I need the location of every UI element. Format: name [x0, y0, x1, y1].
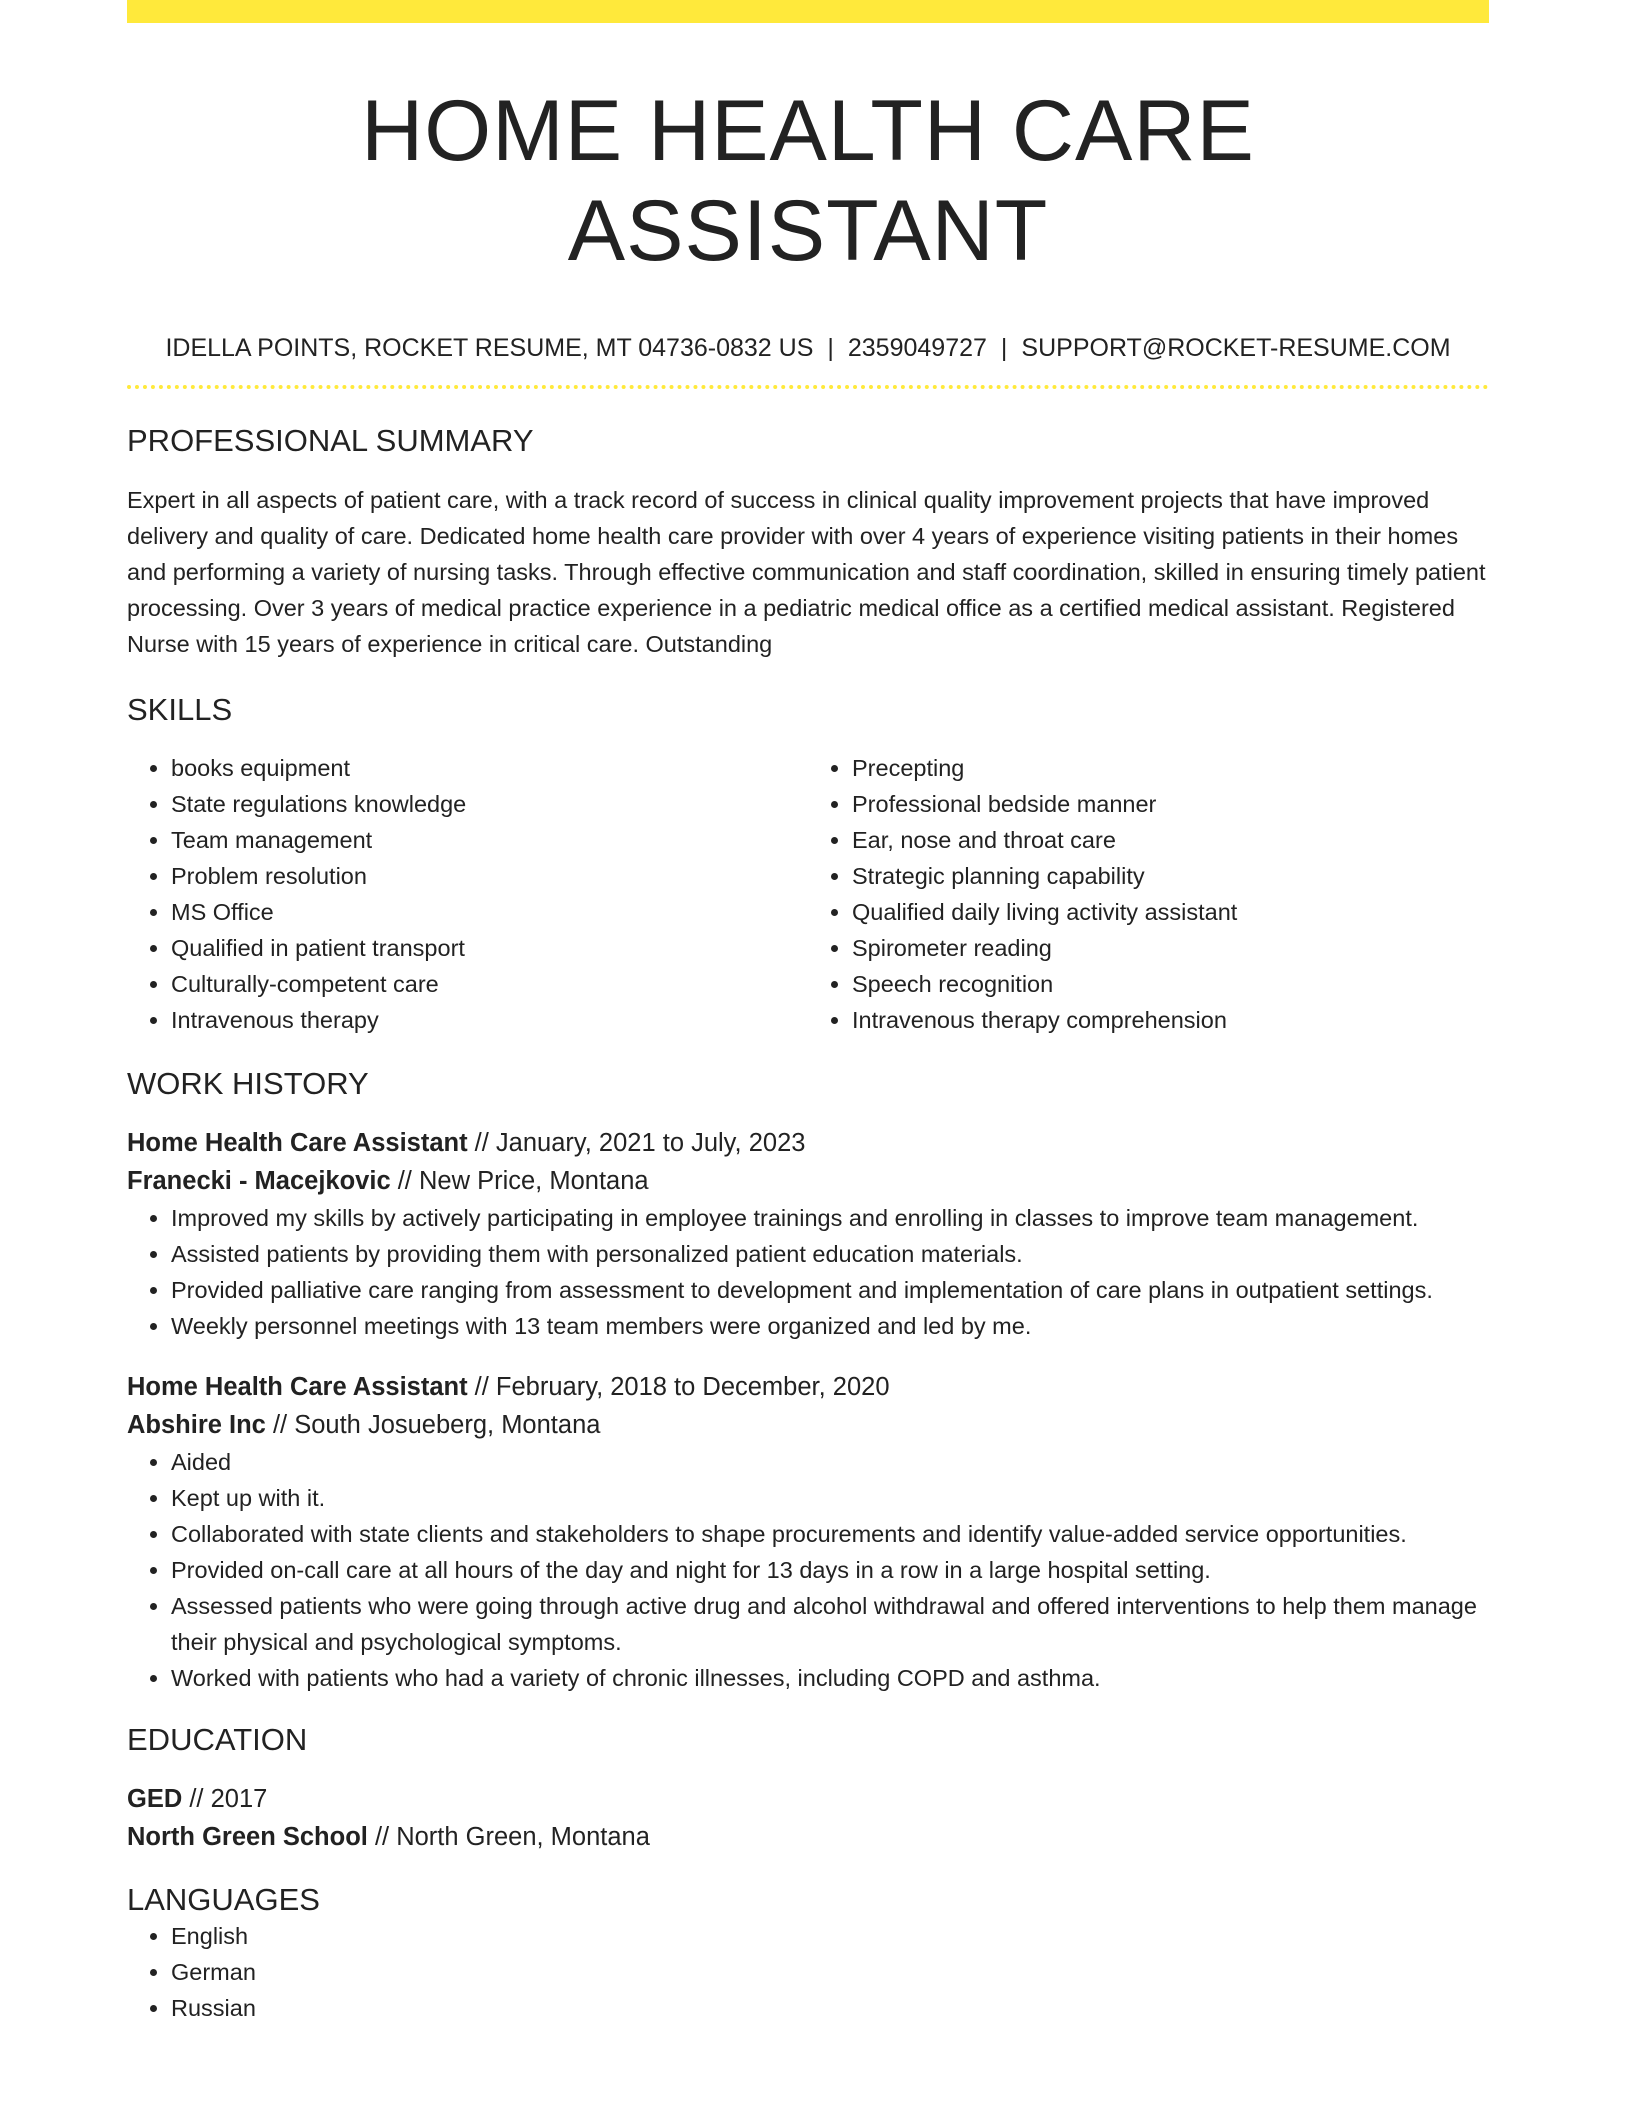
skill-item: • Team management: [171, 822, 808, 858]
education-delimiter: //: [367, 1823, 397, 1851]
job-company-line: [127, 1406, 1489, 1444]
contact-address: IDELLA POINTS, ROCKET RESUME, MT 04736-0832 US: [165, 334, 814, 362]
job-role: Home Health Care Assistant: [127, 1129, 468, 1157]
job-bullet: • Collaborated with state clients and stakeholders to shape procurements and identify value-added service opportunities.: [171, 1516, 1489, 1552]
skill-item: • Professional bedside manner: [852, 786, 1489, 822]
education-school: North Green School: [127, 1823, 368, 1851]
job-bullet: • Improved my skills by actively participating in employee trainings and enrolling in classes to improve team management.: [171, 1200, 1489, 1236]
job-bullet: • Provided palliative care ranging from assessment to development and implementation of care plans in outpatient settings.: [171, 1272, 1489, 1308]
skills-columns: [127, 750, 1489, 1038]
dotted-divider: [127, 385, 1489, 389]
education-school-line: [127, 1818, 1489, 1856]
skill-item: • Qualified daily living activity assistant: [852, 894, 1489, 930]
job-location: New Price, Montana: [418, 1167, 649, 1195]
skills-left-list: [127, 750, 808, 1038]
skill-item: • Qualified in patient transport: [171, 930, 808, 966]
skill-item: • Strategic planning capability: [852, 858, 1489, 894]
work-history-heading: WORK HISTORY: [127, 1066, 369, 1101]
education-degree: GED: [127, 1785, 183, 1813]
skill-item: • Speech recognition: [852, 966, 1489, 1002]
job-delimiter: //: [467, 1373, 496, 1401]
contact-separator: |: [827, 334, 834, 362]
contact-phone: 2359049727: [847, 334, 987, 362]
skill-item: • Spirometer reading: [852, 930, 1489, 966]
contact-line: [127, 333, 1489, 363]
job-company: Abshire Inc: [127, 1411, 266, 1439]
job-delimiter: //: [467, 1129, 496, 1157]
education-location: North Green, Montana: [396, 1823, 650, 1851]
education-degree-line: [127, 1780, 1489, 1818]
skills-right-list: [808, 750, 1489, 1038]
job-bullet-list: [127, 1444, 1489, 1696]
skill-item: • Precepting: [852, 750, 1489, 786]
job-title-line: [127, 1124, 1489, 1162]
contact-separator: |: [1000, 334, 1008, 362]
skill-item: • Ear, nose and throat care: [852, 822, 1489, 858]
skill-item: • Intravenous therapy comprehension: [852, 1002, 1489, 1038]
job-bullet: • Assessed patients who were going through active drug and alcohol withdrawal and offered interventions to help them manage their physical and psychological symptoms.: [171, 1588, 1489, 1660]
contact-email: SUPPORT@ROCKET-RESUME.COM: [1021, 334, 1451, 362]
job-bullet: • Worked with patients who had a variety of chronic illnesses, including COPD and asthma.: [171, 1660, 1489, 1696]
summary-text: Expert in all aspects of patient care, with a track record of success in clinical quality improvement projects that have improved delivery and quality of care. Dedicated home health care provider with over 4 years of experience visiting patients in their homes and performing a variety of nursing tasks. Through effective communication and staff coordination, skilled in ensuring timely patient processing. Over 3 years of medical practice experience in a pediatric medical office as a certified medical assistant. Registered Nurse with 15 years of experience in critical care. Outstanding: [127, 487, 1486, 657]
skill-item: • Culturally-competent care: [171, 966, 808, 1002]
job-dates: January, 2021 to July, 2023: [495, 1129, 806, 1157]
job-bullet: • Provided on-call care at all hours of the day and night for 13 days in a row in a large hospital setting.: [171, 1552, 1489, 1588]
job-company: Franecki - Macejkovic: [127, 1167, 391, 1195]
job-entry: [127, 1368, 1489, 1696]
resume-name: HOME HEALTH CARE ASSISTANT: [361, 83, 1255, 279]
job-company-line: [127, 1162, 1489, 1200]
job-bullet: • Assisted patients by providing them with personalized patient education materials.: [171, 1236, 1489, 1272]
language-item: • Russian: [171, 1990, 1489, 2026]
skill-item: • Intravenous therapy: [171, 1002, 808, 1038]
job-title-line: [127, 1368, 1489, 1406]
education-delimiter: //: [182, 1785, 211, 1813]
skill-item: • MS Office: [171, 894, 808, 930]
job-location: South Josueberg, Montana: [294, 1411, 601, 1439]
skill-item: • State regulations knowledge: [171, 786, 808, 822]
job-bullet: • Kept up with it.: [171, 1480, 1489, 1516]
skill-item: • books equipment: [171, 750, 808, 786]
job-delimiter: //: [390, 1167, 419, 1195]
language-item: • German: [171, 1954, 1489, 1990]
languages-list: [127, 1918, 1489, 2026]
job-role: Home Health Care Assistant: [127, 1373, 468, 1401]
languages-heading: LANGUAGES: [127, 1882, 320, 1917]
summary-heading: PROFESSIONAL SUMMARY: [127, 423, 534, 458]
accent-top-bar: [127, 0, 1489, 23]
education-year: 2017: [210, 1785, 268, 1813]
skills-heading: SKILLS: [127, 692, 233, 727]
language-item: • English: [171, 1918, 1489, 1954]
job-bullet: • Aided: [171, 1444, 1489, 1480]
job-delimiter: //: [265, 1411, 295, 1439]
job-dates: February, 2018 to December, 2020: [495, 1373, 890, 1401]
job-bullet: • Weekly personnel meetings with 13 team members were organized and led by me.: [171, 1308, 1489, 1344]
skill-item: • Problem resolution: [171, 858, 808, 894]
job-entry: [127, 1124, 1489, 1344]
resume-page: [127, 0, 1489, 2026]
job-bullet-list: [127, 1200, 1489, 1344]
education-heading: EDUCATION: [127, 1722, 308, 1757]
